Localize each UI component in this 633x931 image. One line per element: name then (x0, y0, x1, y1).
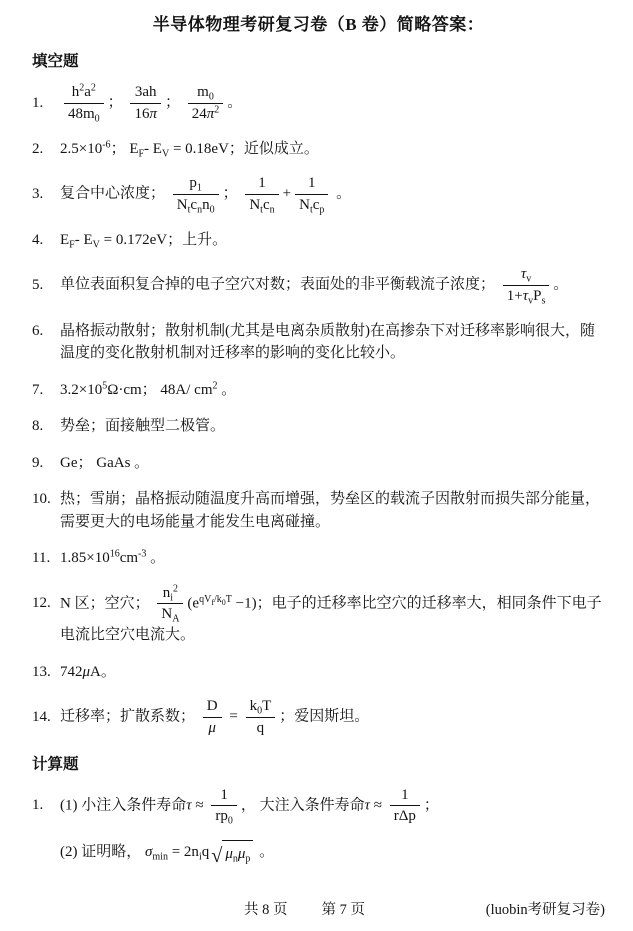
fraction (173, 174, 219, 215)
fraction (64, 83, 104, 124)
math-variable: τ (364, 797, 370, 814)
item-number: 1. (32, 94, 44, 111)
item-number: 11. (32, 550, 51, 566)
item-number: 4. (32, 231, 44, 248)
subscript: v (528, 295, 534, 307)
superscript: 16 (109, 548, 120, 560)
superscript: 5 (102, 380, 108, 391)
fraction (203, 697, 222, 738)
fraction-numerator: $n_i^2$ (162, 583, 179, 603)
fraction (246, 697, 276, 738)
math-variable: π (206, 105, 215, 122)
fraction-numerator: $k_0T$ (249, 698, 272, 717)
superscript: -6 (102, 139, 111, 150)
fraction-numerator: $h^2a^2$ (71, 82, 96, 100)
item-number: 2. (32, 140, 44, 157)
subscript: 0 (227, 815, 233, 827)
list-item (32, 415, 605, 438)
subscript: F (69, 239, 75, 250)
item-number: 5. (32, 276, 44, 293)
item-content: 742μA。 (60, 663, 116, 680)
subscript: 0 (208, 91, 214, 103)
page-footer (32, 880, 605, 919)
subscript: n (232, 853, 238, 865)
fraction (503, 265, 550, 306)
fraction (130, 83, 161, 124)
list-item (32, 786, 605, 827)
list-item (32, 661, 605, 684)
superscript: 2 (90, 82, 96, 94)
superscript: 2 (173, 583, 179, 594)
list-item (32, 320, 605, 365)
math-variable: μ (225, 846, 233, 862)
list-item (32, 138, 605, 161)
item-content: $E_F-$ $E_V = 0.172eV$；上升。 (60, 231, 228, 250)
item-number: 10. (32, 491, 51, 507)
item-number: 1. (32, 797, 44, 814)
math-variable: τ (522, 287, 529, 304)
subscript: 1 (196, 182, 202, 194)
page-title: 半导体物理考研复习卷（B 卷）简略答案： (152, 15, 485, 34)
list-item (32, 83, 605, 124)
footer-current-page: 第 7 页 (321, 901, 365, 918)
subscript: 0 (257, 705, 263, 717)
item-number: 14. (32, 708, 51, 725)
list-item (32, 229, 605, 252)
list-item (32, 584, 605, 647)
fraction-denominator: $N_A$ (157, 603, 183, 624)
item-content: Ge； GaAs 。 (60, 454, 150, 471)
subscript: 0 (94, 113, 100, 125)
subscript: F (138, 148, 145, 159)
item-content: $3.2\times 10^5\Omega\cdot cm$； 48A/ $cm^2$ 。 (60, 380, 237, 398)
section-heading: 填空题 (32, 53, 79, 70)
superscript: qVf/k0T (199, 593, 232, 607)
item-number: 3. (32, 185, 44, 202)
math-variable: μ (237, 846, 246, 862)
subscript: t (309, 204, 313, 216)
list-item (32, 547, 605, 570)
fraction (188, 83, 224, 124)
superscript: 2 (214, 104, 220, 116)
fraction-denominator: $1+\tau_vP_s$ (503, 285, 550, 306)
fraction (157, 584, 183, 625)
math-variable: μ (208, 719, 216, 736)
fraction-denominator: $48m_0$ (64, 103, 104, 124)
subscript: s (541, 295, 546, 307)
fraction-denominator: $N_tc_n$ (245, 194, 278, 215)
fraction-numerator: $p_1$ (189, 175, 202, 194)
fraction (211, 786, 237, 827)
superscript: 2 (212, 380, 218, 391)
fraction-numerator: D (206, 698, 218, 714)
item-content: 热；雪崩；晶格振动随温度升高而增强，势垒区的载流子因散射而损失部分能量，需要更大的电场能量才能发生电离碰撞。 (60, 491, 601, 530)
subscript: n (269, 204, 275, 216)
fraction-denominator: $N_tc_nn_0$ (173, 194, 219, 215)
item-content: N 区；空穴； $\frac{n_i^2}{N_A}$ $(e^{qV_f/k_0T} -1)$；电子的迁移率比空穴的迁移率大，相同条件下电子电流比空穴电流大。 (60, 583, 602, 643)
item-content: 势垒；面接触型二极管。 (60, 418, 226, 434)
subscript: i (170, 592, 174, 603)
item-number: 12. (32, 595, 51, 612)
radical-sign-icon: √ (211, 845, 223, 868)
subscript: 0 (221, 597, 226, 607)
subscript: i (198, 851, 202, 863)
fraction-numerator: 3ah (134, 84, 157, 100)
list-item (32, 840, 605, 866)
section-heading: 计算题 (32, 755, 79, 773)
math-variable: π (149, 105, 157, 122)
fraction-denominator: $N_tc_p$ (295, 194, 328, 215)
fraction-numerator: 1 (401, 786, 409, 803)
item-content: 单位表面积复合掉的电子空穴对数；表面处的非平衡载流子浓度； $\frac{\tau_v}{1+\tau_vP_s}$ 。 (60, 266, 569, 307)
math-variable: τ (520, 266, 527, 282)
fraction-numerator: 1 (220, 786, 228, 803)
math-variable: τ (186, 797, 192, 814)
list-item (32, 265, 605, 306)
item-content: 迁移率；扩散系数； $\frac{D}{\mu}$ = $\frac{k_0T}{q}$ ；爱因斯坦。 (60, 698, 370, 736)
fraction-denominator: 16π (130, 103, 161, 124)
item-number: 8. (32, 418, 44, 434)
fraction-denominator: rΔp (390, 805, 420, 826)
list-item (32, 697, 605, 738)
subscript: A (172, 613, 180, 625)
list-item (32, 379, 605, 402)
math-variable: σ (145, 844, 153, 861)
subscript: t (260, 204, 263, 216)
item-content: (2) 证明略， $\sigma_{min} = 2n_iq$ √ $\mu_n\mu_p$ 。 (60, 840, 605, 866)
item-content: $\frac{h^2a^2}{48m_0}$ ； $\frac{3ah}{16\pi}$ ； $\frac{m_0}{24\pi^2}$ 。 (60, 83, 605, 124)
item-number: 7. (32, 381, 44, 398)
subscript: v (526, 273, 532, 285)
list-item (32, 452, 605, 475)
footer-total-pages: 共 8 页 (244, 901, 288, 918)
superscript: -3 (138, 548, 147, 560)
item-content: 复合中心浓度； $\frac{p_1}{N_tc_nn_0}$ ； $\frac{1}{N_tc_n}$ + $\frac{1}{N_tc_p}$ 。 (60, 175, 352, 216)
subscript: p (245, 853, 251, 865)
fraction (245, 174, 278, 215)
item-number: 13. (32, 663, 51, 680)
item-content: 晶格振动散射；散射机制(尤其是电离杂质散射)在高掺杂下对迁移率影响很大，随温度的变化散射机制对迁移率的影响的变化比较小。 (60, 322, 595, 361)
math-variable: μ (82, 663, 91, 680)
subscript: min (152, 851, 168, 863)
fraction-numerator (503, 265, 550, 285)
fraction-denominator: $rp_0$ (211, 805, 237, 826)
subscript: f (211, 597, 214, 607)
subscript: V (92, 239, 100, 250)
square-root-body (222, 840, 253, 866)
answer-section (32, 752, 605, 866)
square-root (211, 840, 253, 866)
item-number: 9. (32, 454, 44, 471)
fraction (390, 786, 420, 827)
subscript: p (319, 204, 325, 216)
item-content: (1) 小注入条件寿命τ ≈ $\frac{1}{rp_0}$ ， 大注入条件寿命τ ≈ $\frac{1}{\text{rΔp}}$ ； (60, 786, 439, 827)
fraction-numerator: $m_0$ (197, 84, 214, 103)
item-number: 6. (32, 322, 44, 339)
item-content: $2.5\times 10^{-6}$； $E_F-$ $E_V = 0.18eV$；近似成立。 (60, 139, 319, 159)
list-item (32, 488, 605, 533)
answer-section (32, 49, 605, 738)
fraction-numerator: 1 (258, 175, 266, 191)
subscript: n (197, 204, 203, 216)
list-item (32, 174, 605, 215)
sections-container (32, 47, 605, 880)
item-content: $1.85\times 10^{16}cm^{-3}$ 。 (60, 548, 166, 566)
footer-brand: (luobin考研复习卷) (485, 901, 605, 918)
subscript: t (187, 204, 191, 216)
fraction-denominator: $24\pi^2$ (188, 103, 224, 124)
fraction-numerator: 1 (307, 175, 316, 191)
subscript: 0 (209, 204, 215, 216)
fraction-denominator: q (246, 717, 276, 738)
superscript: 2 (79, 82, 85, 94)
fraction (295, 174, 328, 215)
subscript: V (161, 148, 170, 159)
fraction-denominator (203, 717, 222, 738)
